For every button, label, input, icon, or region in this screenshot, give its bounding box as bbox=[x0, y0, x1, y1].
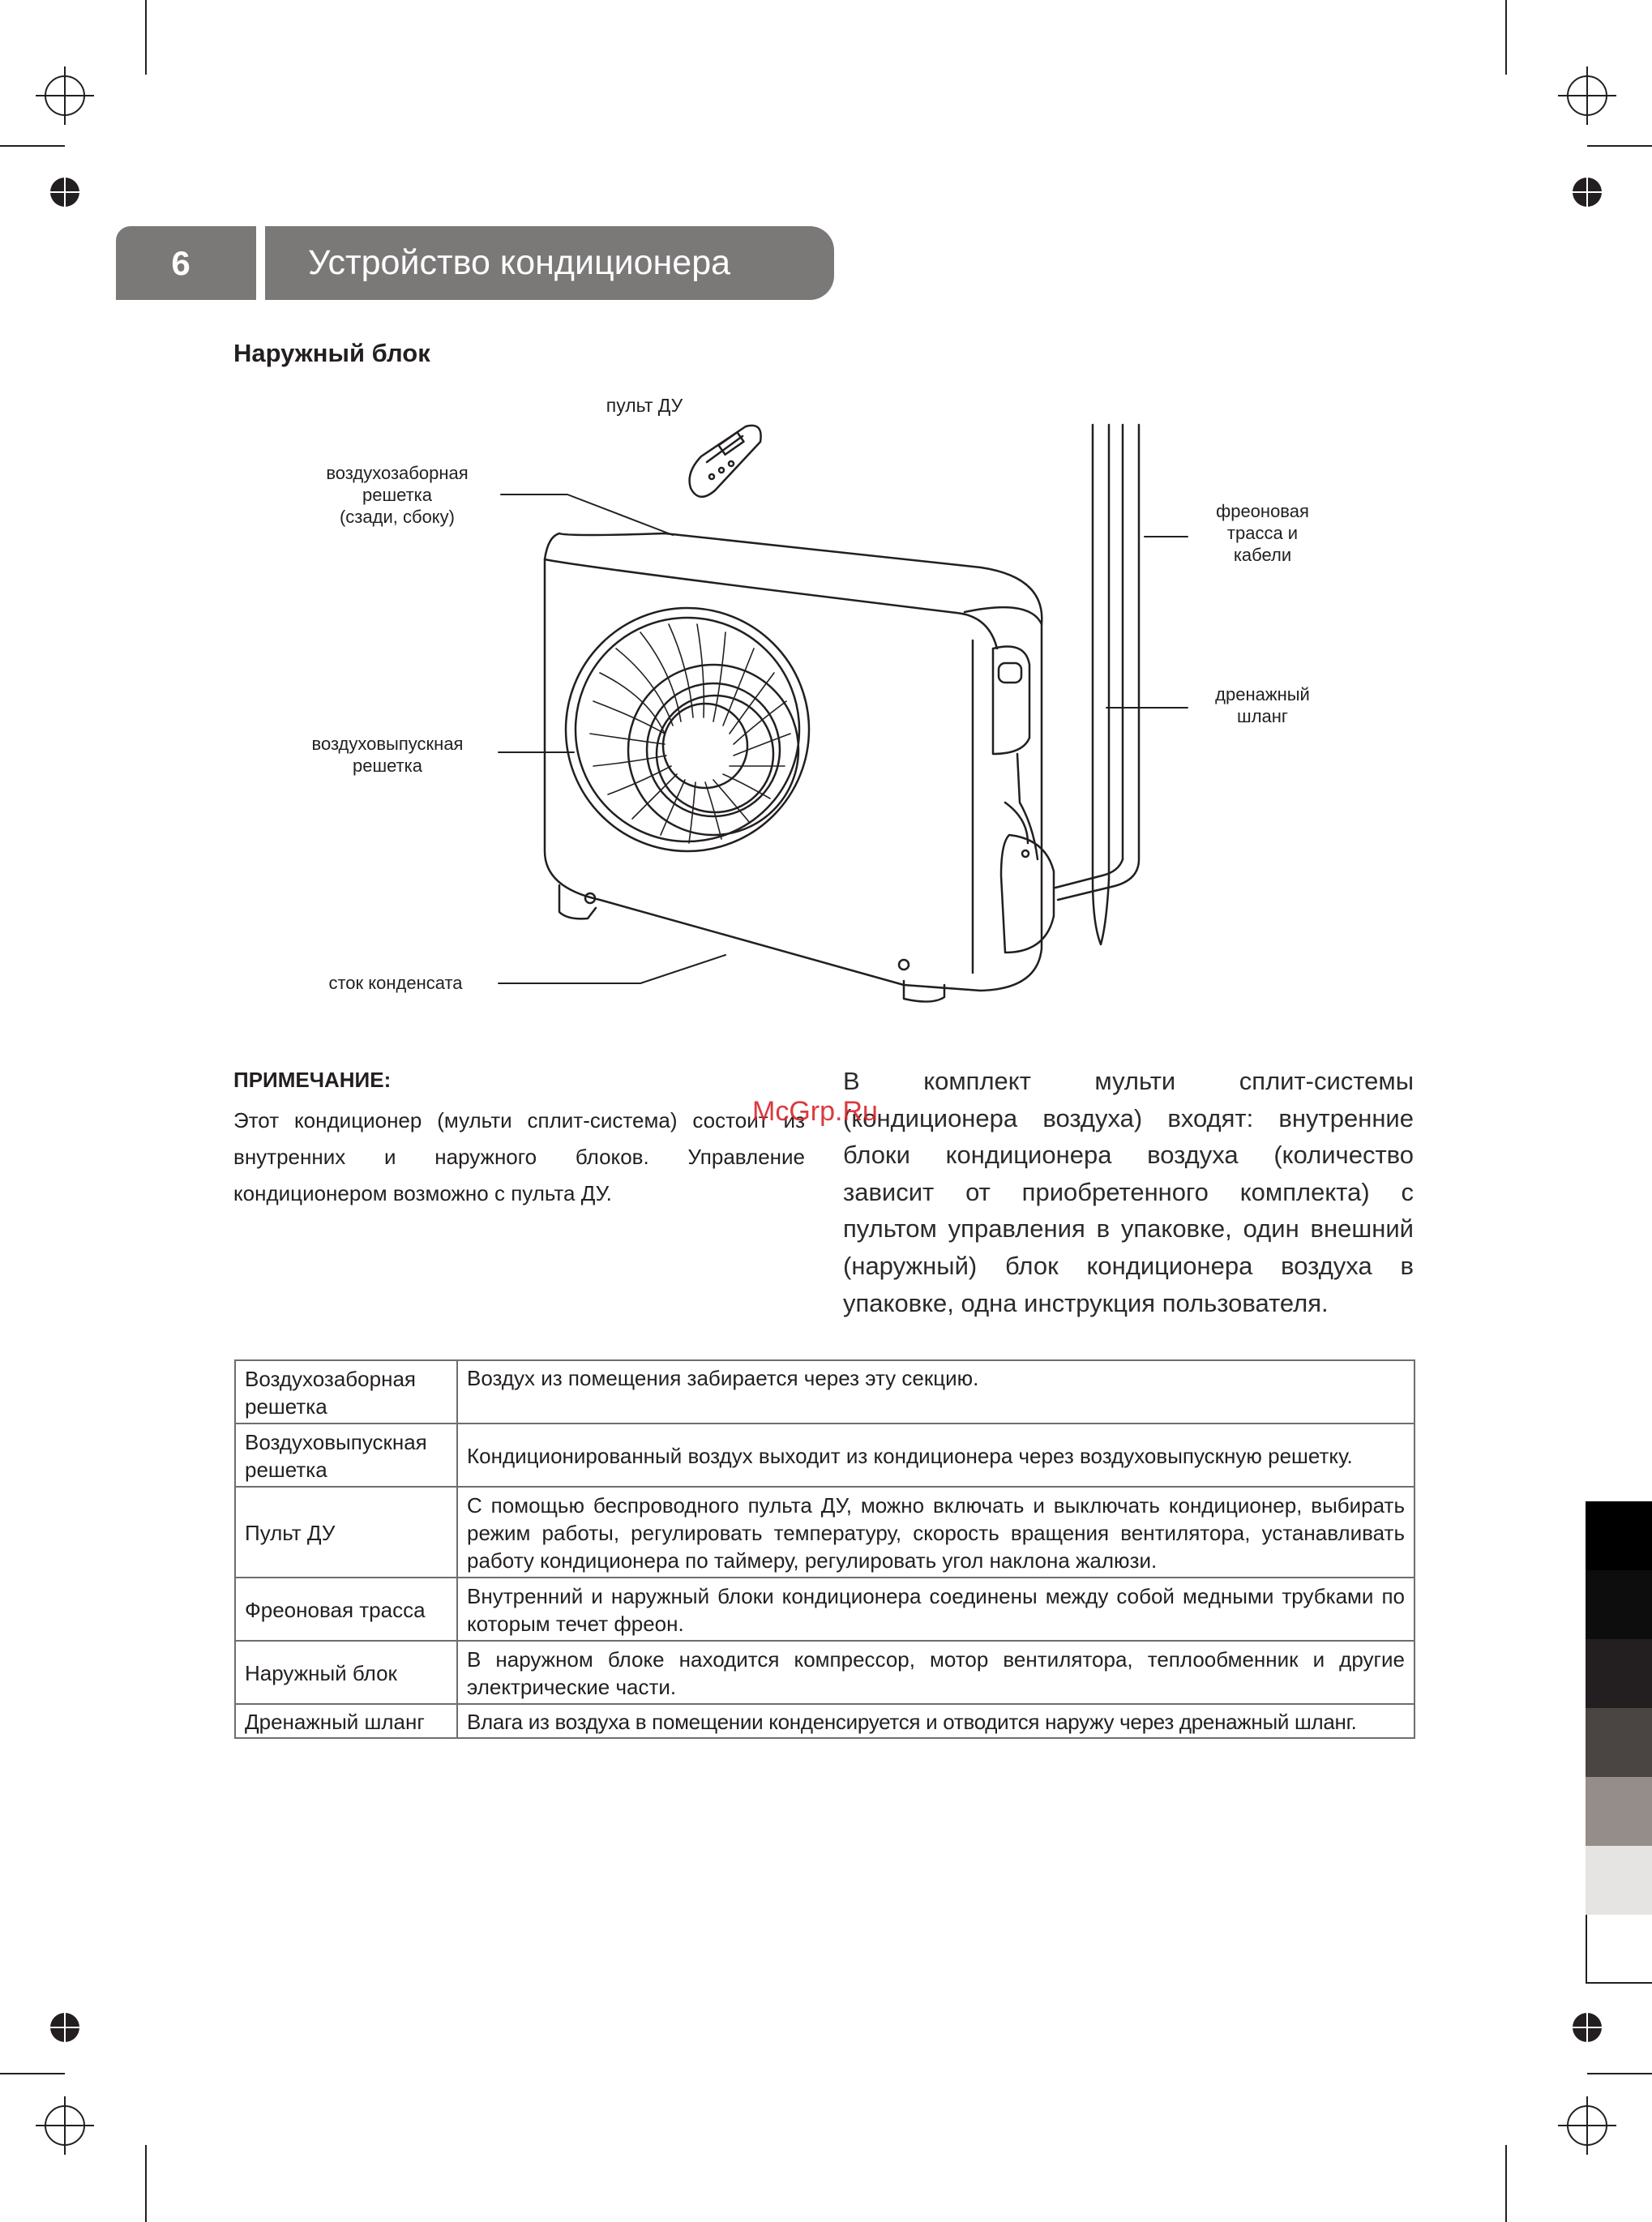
label-outlet-line: воздуховыпускная bbox=[311, 734, 464, 754]
color-bar-swatch bbox=[1586, 1777, 1652, 1846]
piping-drawing bbox=[1055, 425, 1139, 944]
label-remote: пульт ДУ bbox=[606, 395, 683, 416]
table-cell-term: Наружный блок bbox=[235, 1641, 457, 1704]
color-bar-swatch bbox=[1586, 1501, 1652, 1570]
label-drain-outlet: сток конденсата bbox=[328, 973, 463, 993]
watermark: McGrp.Ru bbox=[752, 1096, 878, 1127]
outdoor-unit-diagram bbox=[0, 0, 1652, 1054]
label-intake-line: (сзади, сбоку) bbox=[339, 507, 456, 527]
table-row bbox=[235, 1424, 1414, 1487]
table-cell-desc: Влага из воздуха в помещении конденсируется и отводится наружу через дренажный шланг. bbox=[457, 1704, 1414, 1738]
label-freon-line-text: трасса и bbox=[1226, 523, 1299, 543]
table-cell-term: Фреоновая трасса bbox=[235, 1578, 457, 1641]
label-outlet-grille bbox=[298, 733, 477, 777]
label-intake-line: решетка bbox=[362, 485, 433, 505]
color-bar-swatch bbox=[1586, 1639, 1652, 1708]
table-cell-desc: В наружном блоке находится компрессор, мотор вентилятора, теплообменник и другие электрические части. bbox=[457, 1641, 1414, 1704]
table-cell-desc: Внутренний и наружный блоки кондиционера соединены между собой медными трубками по которым течет фреон. bbox=[457, 1578, 1414, 1641]
components-table bbox=[234, 1359, 1415, 1739]
label-drain-hose bbox=[1192, 683, 1333, 727]
color-bar-swatch bbox=[1586, 1570, 1652, 1639]
table-cell-desc: Воздух из помещения забирается через эту секцию. bbox=[457, 1360, 1414, 1424]
color-bar-swatch bbox=[1586, 1846, 1652, 1915]
label-intake-line: воздухозаборная bbox=[326, 463, 469, 483]
color-bar-swatch bbox=[1586, 1915, 1652, 1984]
label-drain-hose-text: шланг bbox=[1237, 706, 1288, 726]
label-freon-line bbox=[1192, 500, 1333, 566]
label-drain-hose-text: дренажный bbox=[1215, 684, 1310, 704]
table-row bbox=[235, 1578, 1414, 1641]
table-row bbox=[235, 1704, 1414, 1738]
table-cell-term: Дренажный шланг bbox=[235, 1704, 457, 1738]
page-title: Устройство кондиционера bbox=[308, 243, 731, 282]
note-title: ПРИМЕЧАНИЕ: bbox=[233, 1068, 392, 1092]
table-cell-term: Пульт ДУ bbox=[235, 1487, 457, 1578]
section-heading: Наружный блок bbox=[233, 339, 430, 367]
table-row bbox=[235, 1641, 1414, 1704]
table-row bbox=[235, 1360, 1414, 1424]
page-number: 6 bbox=[171, 244, 190, 282]
remote-control-drawing bbox=[690, 426, 761, 497]
label-freon-line-text: фреоновая bbox=[1216, 501, 1309, 521]
table-cell-term: Воздуховыпускная решетка bbox=[235, 1424, 457, 1487]
table-row bbox=[235, 1487, 1414, 1578]
note-text: Этот кондиционер (мульти сплит-система) состоит из внутренних и наружного блоков. Управление кондиционером возможно с пульта ДУ. bbox=[233, 1108, 805, 1205]
label-intake-grille bbox=[308, 462, 486, 528]
outdoor-unit-drawing bbox=[545, 533, 1054, 1002]
color-bar-swatch bbox=[1586, 1708, 1652, 1777]
table-cell-desc: Кондиционированный воздух выходит из кондиционера через воздуховыпускную решетку. bbox=[457, 1424, 1414, 1487]
package-contents-text: В комплект мульти сплит-системы (кондиционера воздуха) входят: внутренние блоки кондиционера воздуха (количество зависит от приобретенного комплекта) с пультом управления в упаковке, один внешний (наружный) блок кондиционера воздуха в упаковке, одна инструкция пользователя. bbox=[843, 1067, 1414, 1317]
label-freon-line-text: кабели bbox=[1233, 545, 1292, 565]
label-outlet-line: решетка bbox=[352, 756, 423, 776]
table-cell-term: Воздухозаборная решетка bbox=[235, 1360, 457, 1424]
table-cell-desc: С помощью беспроводного пульта ДУ, можно включать и выключать кондиционер, выбирать режим работы, регулировать температуру, скорость вращения вентилятора, устанавливать работу кондиционера по таймеру, регулировать угол наклона жалюзи. bbox=[457, 1487, 1414, 1578]
